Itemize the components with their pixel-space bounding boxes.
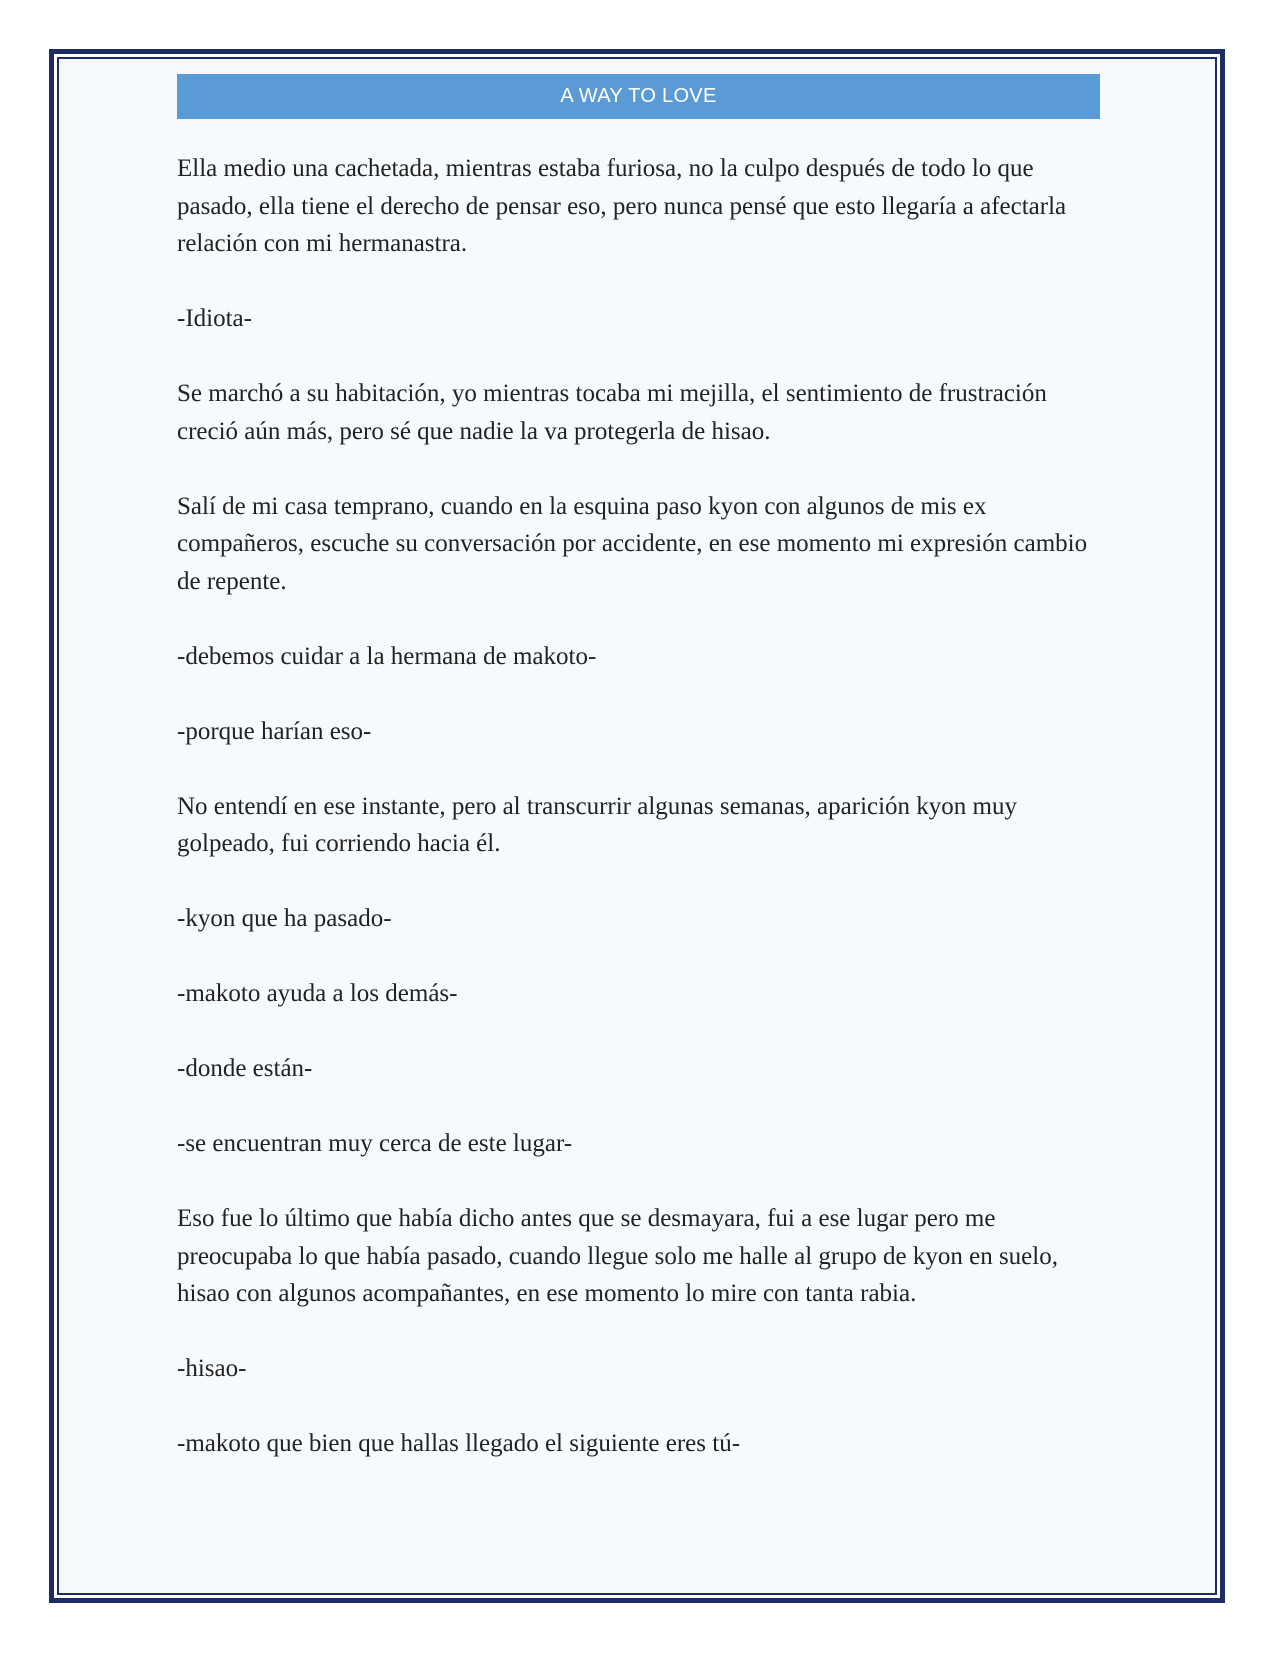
- paragraph: Se marchó a su habitación, yo mientras tocaba mi mejilla, el sentimiento de frustración creció aún más, pero sé que nadie la va protegerla de hisao.: [177, 380, 1047, 445]
- paragraph: -kyon que ha pasado-: [177, 905, 392, 932]
- paragraph: -donde están-: [177, 1055, 313, 1082]
- paragraph: -porque harían eso-: [177, 717, 372, 745]
- paragraph: -debemos cuidar a la hermana de makoto-: [177, 642, 597, 670]
- paragraph: Ella medio una cachetada, mientras estaba furiosa, no la culpo después de todo lo que pasado, ella tiene el derecho de pensar eso, pero nunca pensé que esto llegaría a afectarla relación con mi hermanastra.: [177, 155, 1067, 257]
- paragraph: Salí de mi casa temprano, cuando en la esquina paso kyon con algunos de mis ex compañeros, escuche su conversación por accidente, en ese momento mi expresión cambio de repente.: [177, 492, 1088, 595]
- header-bar: [177, 74, 1100, 119]
- paragraph: -se encuentran muy cerca de este lugar-: [177, 1130, 573, 1157]
- paragraph: Eso fue lo último que había dicho antes que se desmayara, fui a ese lugar pero me preocupaba lo que había pasado, cuando llegue solo me halle al grupo de kyon en suelo, hisao con algunos acompañantes, en ese momento lo mire con tanta rabia.: [177, 1205, 1058, 1307]
- paragraph: No entendí en ese instante, pero al transcurrir algunas semanas, aparición kyon muy golpeado, fui corriendo hacia él.: [177, 792, 1018, 857]
- header-title: A WAY TO LOVE: [560, 85, 717, 107]
- document-body: [177, 150, 1100, 1500]
- paragraph: -hisao-: [177, 1355, 247, 1382]
- paragraph: -makoto ayuda a los demás-: [177, 980, 458, 1007]
- paragraph: -Idiota-: [177, 305, 252, 332]
- paragraph: -makoto que bien que hallas llegado el siguiente eres tú-: [177, 1430, 741, 1457]
